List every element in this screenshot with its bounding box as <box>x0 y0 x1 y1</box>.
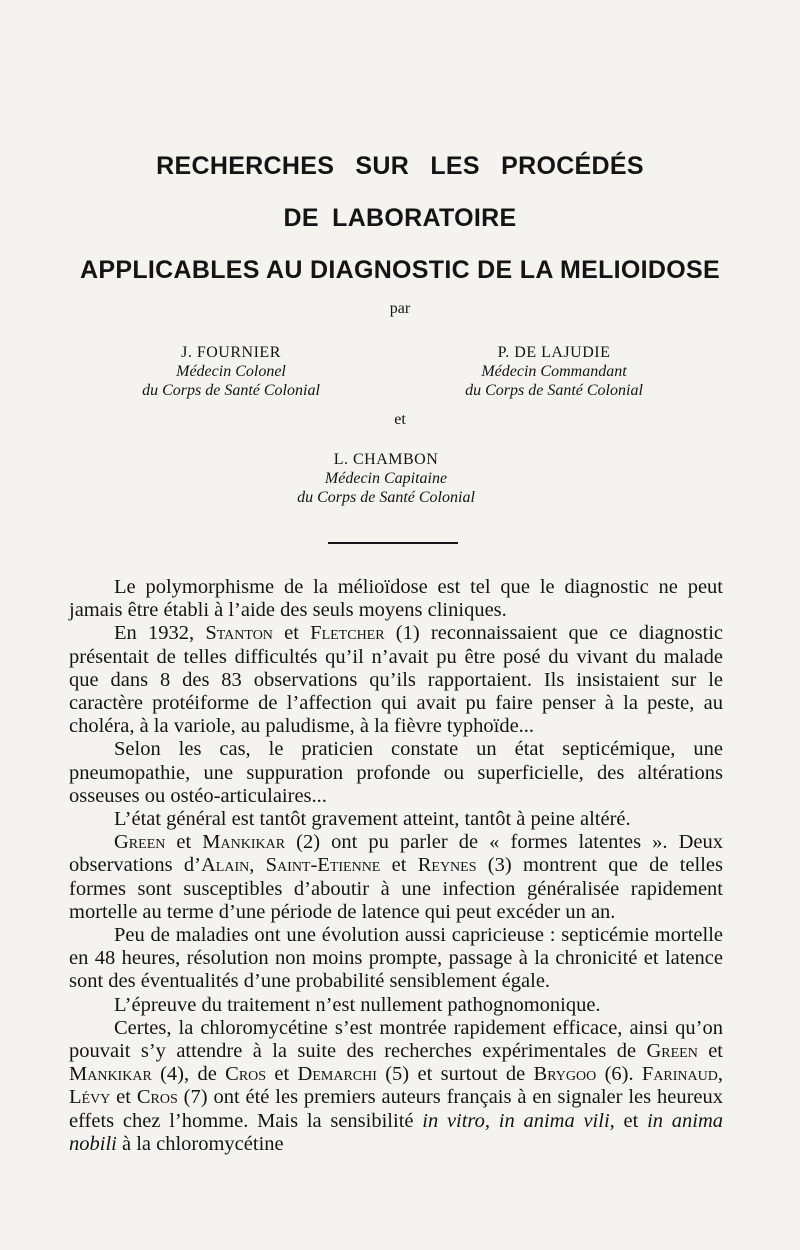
author-corps: du Corps de Santé Colonial <box>297 489 475 506</box>
byline-et: et <box>394 411 406 428</box>
section-divider <box>328 542 458 544</box>
author-ref: Green <box>114 831 166 854</box>
latin-term: in vitro, in anima vili, <box>422 1109 615 1132</box>
author-ref: Cros <box>136 1086 178 1109</box>
author-ref: Saint-Etienne <box>265 854 381 877</box>
paragraph-6: Peu de maladies ont une évolution aussi capricieuse : septicémie mortelle en 48 heures, résolution non moins prompte, passage à la chronicité et latence sont des éventualités d’une probabilité sensiblement égale. <box>69 924 723 993</box>
paragraph-4: L’état général est tantôt gravement atteint, tantôt à peine altéré. <box>114 808 631 831</box>
title-line-3: APPLICABLES AU DIAGNOSTIC DE LA MELIOIDOSE <box>80 256 720 284</box>
author-ref: Farinaud <box>641 1063 718 1086</box>
author-name: L. CHAMBON <box>333 451 439 468</box>
author-ref: Mankikar <box>202 831 286 854</box>
author-name: J. FOURNIER <box>181 344 281 361</box>
title-line-1: RECHERCHES SUR LES PROCÉDÉS <box>156 152 644 180</box>
author-block-chambon <box>236 450 536 507</box>
author-role: Médecin Capitaine <box>324 470 448 487</box>
byline-par: par <box>389 300 411 317</box>
paragraph-2: En 1932, Stanton et Fletcher (1) reconnaissaient que ce diagnostic présentait de telles difficultés qu’il n’avait pu être posé du vivant du malade que dans 8 des 83 observations qu’ils rapportaient. Ils insistaient sur le caractère protéiforme de l’affection qui avait pu faire penser à la peste, au choléra, à la variole, au paludisme, à la fièvre typhoïde... <box>69 622 724 738</box>
author-ref: Lévy <box>69 1086 111 1109</box>
paragraph-1: Le polymorphisme de la mélioïdose est tel que le diagnostic ne peut jamais être établi à l’aide des seuls moyens cliniques. <box>69 576 723 622</box>
author-ref: Brygoo <box>533 1063 597 1086</box>
paragraph-5: Green et Mankikar (2) ont pu parler de « formes latentes ». Deux observations d’Alain, Saint-Etienne et Reynes (3) montrent que de telles formes sont susceptibles d’aboutir à une infection généralisée rapidement mortelle au terme d’une période de latence qui peut excéder un an. <box>69 831 724 923</box>
author-name: P. DE LAJUDIE <box>497 344 611 361</box>
paragraph-8: Certes, la chloromycétine s’est montrée rapidement efficace, ainsi qu’on pouvait s’y attendre à la suite des recherches expérimentales de Green et Mankikar (4), de Cros et Demarchi (5) et surtout de Brygoo (6). Farinaud, Lévy et Cros (7) ont été les premiers auteurs français à en signaler les heureux effets chez l’homme. Mais la sensibilité in vitro, in anima vili, et in anima nobili à la chloromycétine <box>69 1016 724 1155</box>
author-role: Médecin Colonel <box>176 363 286 380</box>
author-ref: Green <box>646 1040 698 1063</box>
article-body <box>69 576 723 1156</box>
author-ref: Mankikar <box>69 1063 152 1086</box>
author-corps: du Corps de Santé Colonial <box>465 382 643 399</box>
author-ref: Fletcher <box>310 622 385 645</box>
author-role: Médecin Commandant <box>481 363 627 380</box>
author-ref: Demarchi <box>297 1063 377 1086</box>
author-ref: Stanton <box>205 622 273 645</box>
author-ref: Alain <box>200 854 250 877</box>
author-block-fournier <box>81 343 381 400</box>
paragraph-3: Selon les cas, le praticien constate un état septicémique, une pneumopathie, une suppuration profonde ou superficielle, des altérations osseuses ou ostéo-articulaires... <box>69 738 723 807</box>
author-corps: du Corps de Santé Colonial <box>142 382 320 399</box>
paragraph-7: L’épreuve du traitement n’est nullement pathognomonique. <box>114 993 601 1016</box>
latin-term: in anima nobili <box>69 1109 724 1155</box>
author-ref: Reynes <box>417 854 477 877</box>
author-block-de-lajudie <box>404 343 704 400</box>
author-ref: Cros <box>225 1063 267 1086</box>
title-line-2: DE LABORATOIRE <box>283 204 517 232</box>
